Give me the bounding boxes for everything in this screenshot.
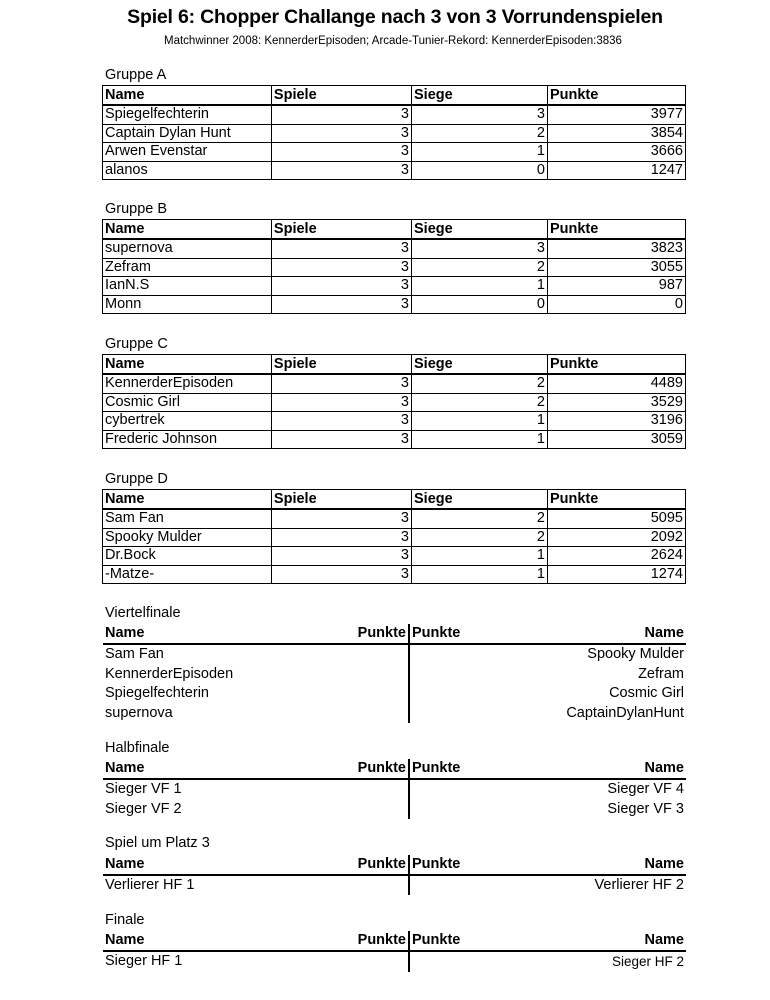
table-row: [103, 161, 686, 180]
col-header-punkte: Punkte: [547, 490, 685, 510]
header-left-name: Name: [105, 856, 145, 872]
table-header-row: [103, 86, 686, 106]
table-row: [103, 277, 686, 296]
col-header-name: Name: [103, 490, 272, 510]
match-row: [103, 952, 686, 972]
points: 987: [547, 277, 685, 296]
col-header-spiele: Spiele: [271, 490, 411, 510]
bracket-header: [103, 759, 686, 780]
player-name: Monn: [103, 295, 272, 314]
points: 3666: [547, 143, 685, 162]
points: 3529: [547, 393, 685, 412]
player-name: Spiegelfechterin: [103, 105, 272, 124]
header-left-points: Punkte: [357, 932, 406, 948]
player-name: Zefram: [103, 258, 272, 277]
match-row: [103, 684, 686, 704]
table-row: [103, 105, 686, 124]
final-label: Finale: [105, 912, 145, 928]
bracket-header: [103, 855, 686, 876]
col-header-punkte: Punkte: [547, 86, 685, 106]
header-right-points: Punkte: [412, 932, 461, 948]
games-played: 3: [271, 528, 411, 547]
points: 4489: [547, 374, 685, 393]
wins: 3: [412, 239, 548, 258]
wins: 2: [412, 258, 548, 277]
games-played: 3: [271, 161, 411, 180]
bracket-header: [103, 624, 686, 645]
points: 3854: [547, 124, 685, 143]
group-c-table: [102, 354, 686, 449]
wins: 0: [412, 161, 548, 180]
col-header-spiele: Spiele: [271, 86, 411, 106]
col-header-siege: Siege: [412, 490, 548, 510]
table-row: [103, 565, 686, 584]
points: 3059: [547, 430, 685, 449]
points: 5095: [547, 509, 685, 528]
header-left-name: Name: [105, 932, 145, 948]
header-right-name: Name: [644, 932, 684, 948]
match-row: [103, 800, 686, 820]
wins: 1: [412, 547, 548, 566]
wins: 3: [412, 105, 548, 124]
col-header-punkte: Punkte: [547, 220, 685, 240]
games-played: 3: [271, 509, 411, 528]
player-name: Captain Dylan Hunt: [103, 124, 272, 143]
table-row: [103, 528, 686, 547]
group-b-label: Gruppe B: [105, 201, 168, 217]
wins: 1: [412, 430, 548, 449]
match-right-player: Sieger HF 2: [611, 954, 684, 969]
col-header-siege: Siege: [412, 86, 548, 106]
group-b-table: [102, 219, 686, 314]
table-row: [103, 143, 686, 162]
table-row: [103, 509, 686, 528]
group-a-table: [102, 85, 686, 180]
table-header-row: [103, 355, 686, 375]
games-played: 3: [271, 239, 411, 258]
games-played: 3: [271, 143, 411, 162]
header-right-name: Name: [644, 625, 684, 641]
wins: 2: [412, 509, 548, 528]
col-header-name: Name: [103, 86, 272, 106]
table-row: [103, 239, 686, 258]
wins: 2: [412, 528, 548, 547]
bracket-header: [103, 931, 686, 952]
table-row: [103, 547, 686, 566]
match-left-player: Sieger VF 1: [105, 781, 182, 797]
player-name: supernova: [103, 239, 272, 258]
points: 2624: [547, 547, 685, 566]
player-name: alanos: [103, 161, 272, 180]
col-header-punkte: Punkte: [547, 355, 685, 375]
third-place-label: Spiel um Platz 3: [105, 835, 210, 851]
table-row: [103, 430, 686, 449]
table-row: [103, 258, 686, 277]
player-name: Dr.Bock: [103, 547, 272, 566]
match-row: [103, 780, 686, 800]
player-name: cybertrek: [103, 412, 272, 431]
header-right-name: Name: [644, 856, 684, 872]
wins: 1: [412, 277, 548, 296]
games-played: 3: [271, 547, 411, 566]
page-title: Spiel 6: Chopper Challange nach 3 von 3 Vorrundenspielen: [127, 6, 663, 28]
match-left-player: Verlierer HF 1: [105, 877, 195, 893]
match-right-player: Verlierer HF 2: [594, 877, 684, 893]
games-played: 3: [271, 277, 411, 296]
match-left-player: supernova: [105, 704, 173, 721]
games-played: 3: [271, 565, 411, 584]
player-name: Sam Fan: [103, 509, 272, 528]
quarterfinal-bracket: [103, 624, 686, 723]
player-name: IanN.S: [103, 277, 272, 296]
points: 3196: [547, 412, 685, 431]
wins: 0: [412, 295, 548, 314]
table-row: [103, 295, 686, 314]
player-name: Arwen Evenstar: [103, 143, 272, 162]
wins: 2: [412, 374, 548, 393]
match-right-player: Sieger VF 3: [607, 800, 684, 817]
header-left-name: Name: [105, 625, 145, 641]
match-row: [103, 876, 686, 896]
header-left-points: Punkte: [357, 760, 406, 776]
col-header-siege: Siege: [412, 355, 548, 375]
points: 3823: [547, 239, 685, 258]
col-header-spiele: Spiele: [271, 220, 411, 240]
points: 2092: [547, 528, 685, 547]
match-row: [103, 704, 686, 724]
match-left-player: Sam Fan: [105, 646, 164, 662]
semifinal-bracket: [103, 759, 686, 819]
col-header-name: Name: [103, 220, 272, 240]
match-row: [103, 665, 686, 685]
wins: 2: [412, 124, 548, 143]
table-row: [103, 124, 686, 143]
match-left-player: KennerderEpisoden: [105, 665, 234, 682]
header-left-points: Punkte: [357, 856, 406, 872]
games-played: 3: [271, 430, 411, 449]
col-header-spiele: Spiele: [271, 355, 411, 375]
match-left-player: Sieger VF 2: [105, 800, 182, 817]
header-right-points: Punkte: [412, 856, 461, 872]
table-header-row: [103, 220, 686, 240]
group-c-label: Gruppe C: [105, 336, 168, 352]
group-d-label: Gruppe D: [105, 471, 168, 487]
player-name: Spooky Mulder: [103, 528, 272, 547]
match-right-player: Sieger VF 4: [607, 781, 684, 797]
group-d-table: [102, 489, 686, 584]
col-header-siege: Siege: [412, 220, 548, 240]
match-right-player: Zefram: [638, 665, 684, 682]
match-left-player: Sieger HF 1: [105, 953, 183, 969]
player-name: Frederic Johnson: [103, 430, 272, 449]
games-played: 3: [271, 295, 411, 314]
games-played: 3: [271, 412, 411, 431]
games-played: 3: [271, 258, 411, 277]
wins: 1: [412, 565, 548, 584]
match-right-player: Cosmic Girl: [609, 685, 684, 701]
match-right-player: CaptainDylanHunt: [566, 704, 684, 721]
wins: 1: [412, 143, 548, 162]
wins: 1: [412, 412, 548, 431]
header-left-name: Name: [105, 760, 145, 776]
games-played: 3: [271, 374, 411, 393]
points: 3055: [547, 258, 685, 277]
header-right-points: Punkte: [412, 760, 461, 776]
points: 0: [547, 295, 685, 314]
page-subtitle: Matchwinner 2008: KennerderEpisoden; Arcade-Tunier-Rekord: KennerderEpisoden:3836: [164, 35, 622, 47]
player-name: Cosmic Girl: [103, 393, 272, 412]
header-right-points: Punkte: [412, 625, 461, 641]
match-row: [103, 645, 686, 665]
table-row: [103, 393, 686, 412]
points: 1247: [547, 161, 685, 180]
third-place-bracket: [103, 855, 686, 896]
header-right-name: Name: [644, 760, 684, 776]
player-name: KennerderEpisoden: [103, 374, 272, 393]
games-played: 3: [271, 393, 411, 412]
wins: 2: [412, 393, 548, 412]
table-row: [103, 374, 686, 393]
final-bracket: [103, 931, 686, 972]
semifinal-label: Halbfinale: [105, 740, 170, 756]
table-row: [103, 412, 686, 431]
quarterfinal-label: Viertelfinale: [105, 605, 181, 621]
player-name: -Matze-: [103, 565, 272, 584]
points: 1274: [547, 565, 685, 584]
match-right-player: Spooky Mulder: [587, 646, 684, 662]
points: 3977: [547, 105, 685, 124]
games-played: 3: [271, 105, 411, 124]
match-left-player: Spiegelfechterin: [105, 685, 209, 701]
header-left-points: Punkte: [357, 625, 406, 641]
col-header-name: Name: [103, 355, 272, 375]
games-played: 3: [271, 124, 411, 143]
group-a-label: Gruppe A: [105, 67, 167, 83]
table-header-row: [103, 490, 686, 510]
